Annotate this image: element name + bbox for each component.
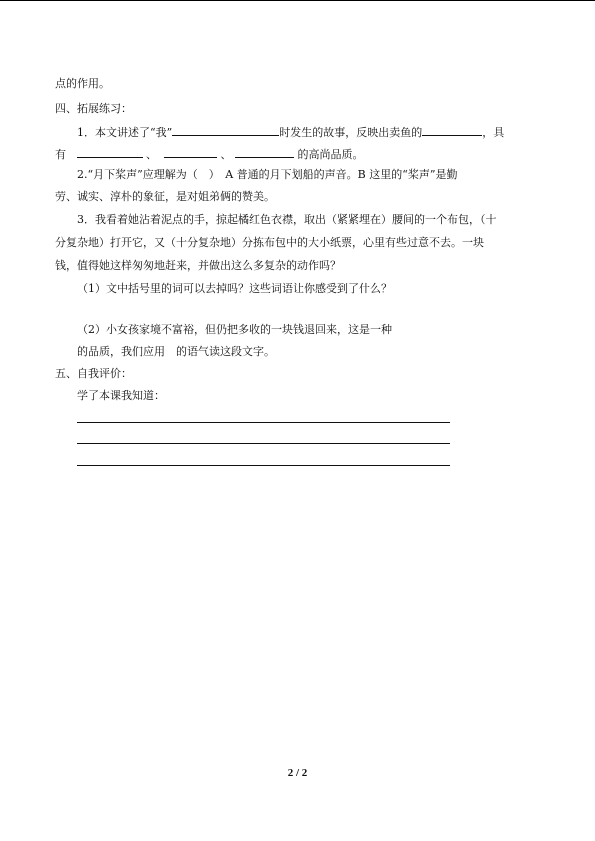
question-1-line-1	[77, 124, 504, 140]
text-line: 点的作用。	[55, 77, 110, 90]
q1-text-d: 有	[55, 148, 66, 161]
q1-text-b: 时发生的故事，反映出卖鱼的	[279, 126, 423, 139]
section-heading-4: 四、拓展练习：	[55, 102, 132, 115]
blank-1[interactable]	[172, 124, 279, 136]
q1-text-e: 的高尚品质。	[297, 148, 364, 161]
page-top-border	[0, 0, 595, 1]
question-3-line-1: 3．我看着她沾着泥点的手，掠起橘红色衣襟，取出（紧紧埋在）腰间的一个布包，（十	[77, 213, 497, 226]
question-1-line-2	[55, 146, 364, 162]
answer-line-1[interactable]	[77, 422, 450, 423]
question-2-line-2: 劳、诚实、淳朴的象征，是对姐弟俩的赞美。	[55, 190, 275, 203]
answer-line-2[interactable]	[77, 443, 450, 444]
section-heading-5: 五、自我评价：	[55, 367, 132, 380]
question-3-sub-2-line-2: 的品质，我们应用 的语气读这段文字。	[77, 345, 275, 358]
page-number: 2 / 2	[287, 767, 308, 779]
q1-sep-2: 、	[220, 148, 232, 161]
question-3-sub-2-line-1: （2）小女孩家境不富裕，但仍把多收的一块钱退回来，这是一种	[77, 323, 392, 336]
question-2-line-1: 2.“月下桨声”应理解为（ ） A 普通的月下划船的声音。B 这里的“桨声”是勤	[77, 168, 458, 181]
self-eval-prompt: 学了本课我知道：	[77, 389, 165, 402]
q1-sep-1: 、	[146, 148, 157, 161]
question-3-line-2: 分复杂地）打开它，又（十分复杂地）分拣布包中的大小纸票，心里有些过意不去。一块	[55, 236, 484, 249]
answer-line-3[interactable]	[77, 465, 450, 466]
blank-3[interactable]	[77, 146, 143, 158]
q1-text-a: 1．本文讲述了“我”	[77, 126, 173, 139]
question-3-sub-1: （1）文中括号里的词可以去掉吗？这些词语让你感受到了什么？	[77, 282, 392, 295]
blank-5[interactable]	[235, 146, 294, 158]
blank-4[interactable]	[164, 146, 217, 158]
blank-2[interactable]	[422, 124, 482, 136]
q1-text-c: ，具	[482, 126, 505, 139]
question-3-line-3: 钱，值得她这样匆匆地赶来，并做出这么多复杂的动作吗？	[55, 259, 341, 272]
